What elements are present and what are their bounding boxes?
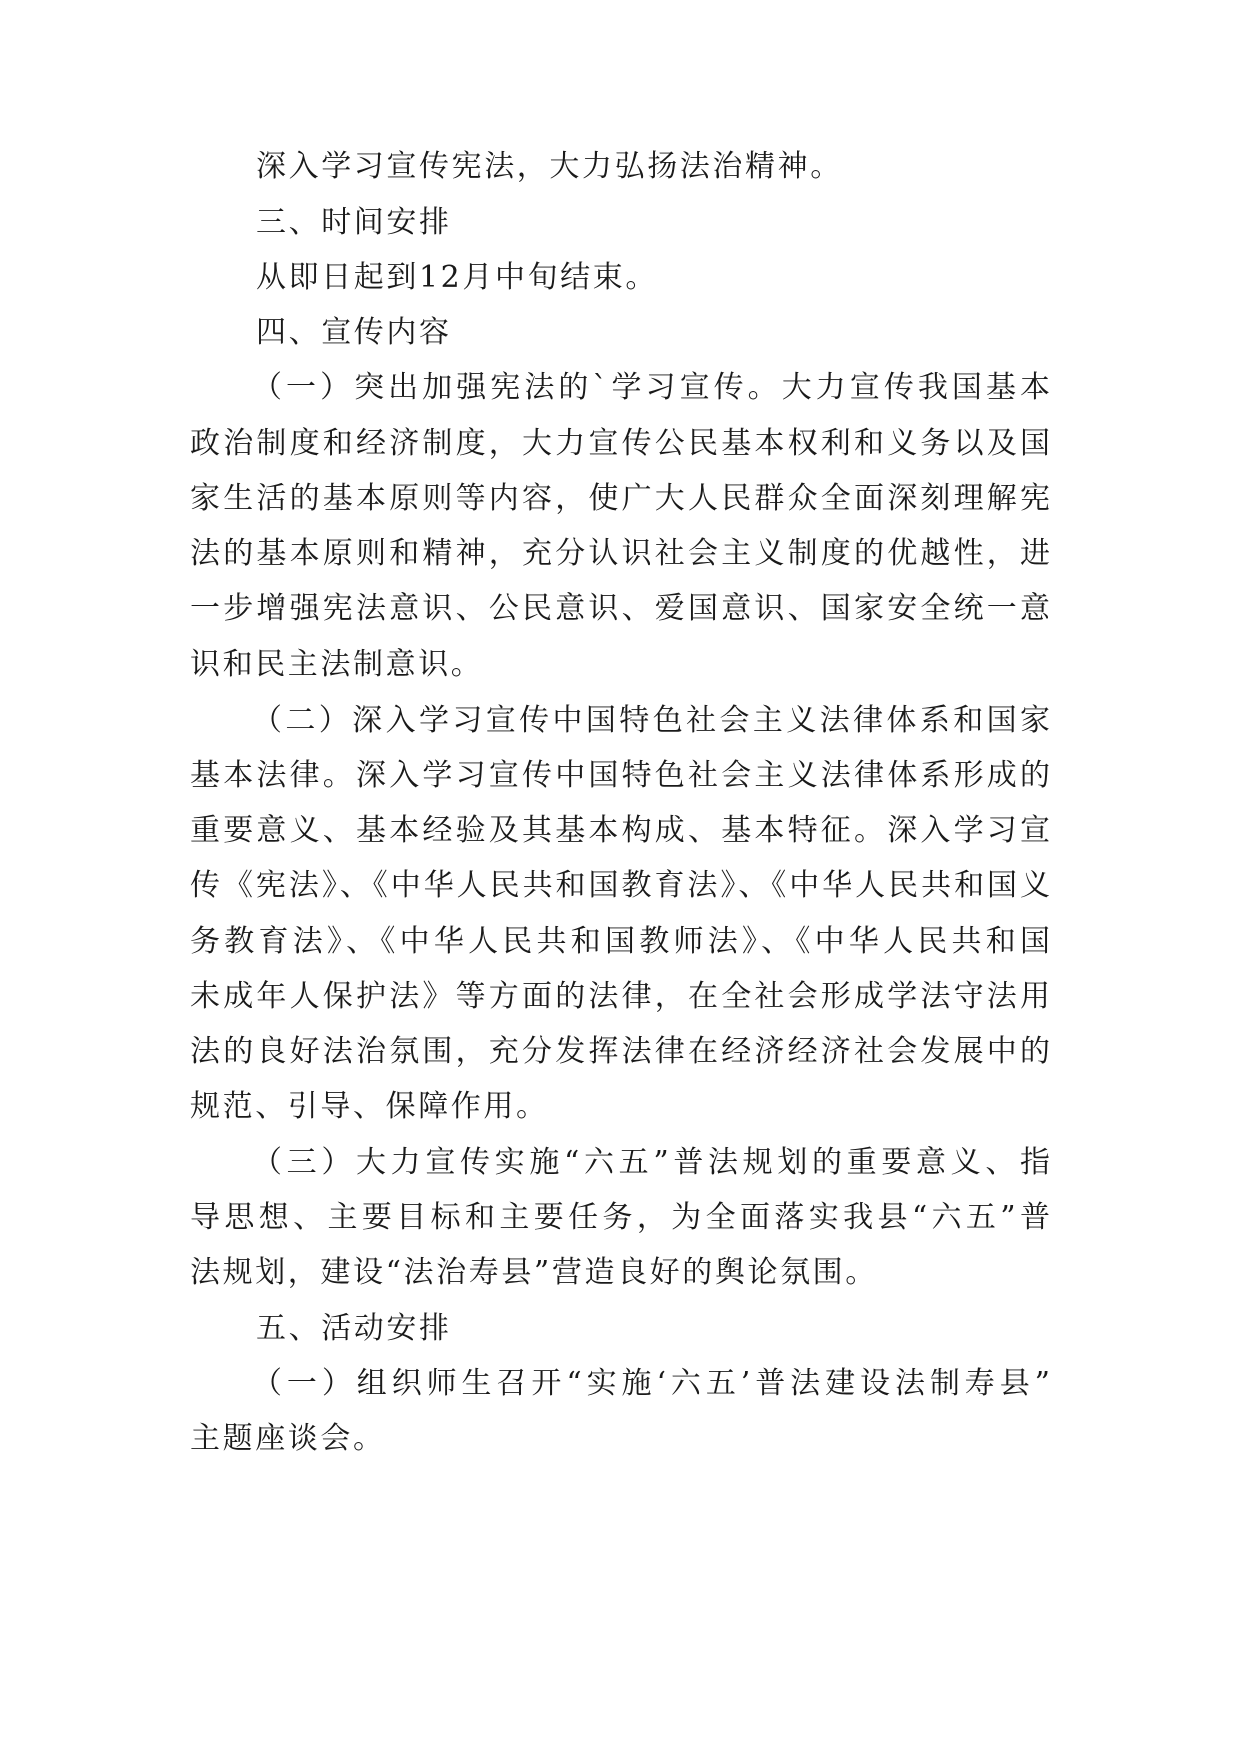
text-line: 未成年人保护法》等方面的法律，在全社会形成学法守法用: [190, 979, 1050, 1014]
text-line: 从即日起到12月中旬结束。: [256, 260, 658, 295]
text-line: 法的基本原则和精神，充分认识社会主义制度的优越性，进: [190, 536, 1050, 571]
section-heading: 五、活动安排: [256, 1311, 452, 1346]
text-line: 家生活的基本原则等内容，使广大人民群众全面深刻理解宪: [190, 481, 1050, 516]
text-line: 导思想、主要目标和主要任务，为全面落实我县“六五”普: [190, 1200, 1050, 1235]
text-line: 基本法律。深入学习宣传中国特色社会主义法律体系形成的: [190, 758, 1050, 793]
text-line: 法的良好法治氛围，充分发挥法律在经济经济社会发展中的: [190, 1034, 1050, 1069]
text-line: 法规划，建设“法治寿县”营造良好的舆论氛围。: [190, 1255, 878, 1290]
text-line: 政治制度和经济制度，大力宣传公民基本权利和义务以及国: [190, 426, 1050, 461]
section-heading: 四、宣传内容: [256, 315, 452, 350]
text-line: 识和民主法制意识。: [190, 647, 484, 682]
text-line: 一步增强宪法意识、公民意识、爱国意识、国家安全统一意: [190, 591, 1050, 626]
text-line: 规范、引导、保障作用。: [190, 1089, 549, 1124]
text-line: 务教育法》、《中华人民共和国教师法》、《中华人民共和国: [190, 924, 1050, 959]
text-line: （一）组织师生召开“实施‘六五’普法建设法制寿县”: [252, 1366, 1050, 1401]
text-line: （三）大力宣传实施“六五”普法规划的重要意义、指: [252, 1145, 1050, 1180]
text-line: 传《宪法》、《中华人民共和国教育法》、《中华人民共和国义: [190, 868, 1050, 903]
section-heading: 三、时间安排: [256, 205, 452, 240]
text-line: 重要意义、基本经验及其基本构成、基本特征。深入学习宣: [190, 813, 1050, 848]
text-line: （一）突出加强宪法的`学习宣传。大力宣传我国基本: [252, 370, 1050, 405]
text-line: 深入学习宣传宪法，大力弘扬法治精神。: [256, 149, 843, 184]
text-line: （二）深入学习宣传中国特色社会主义法律体系和国家: [252, 703, 1050, 738]
text-line: 主题座谈会。: [190, 1421, 386, 1456]
